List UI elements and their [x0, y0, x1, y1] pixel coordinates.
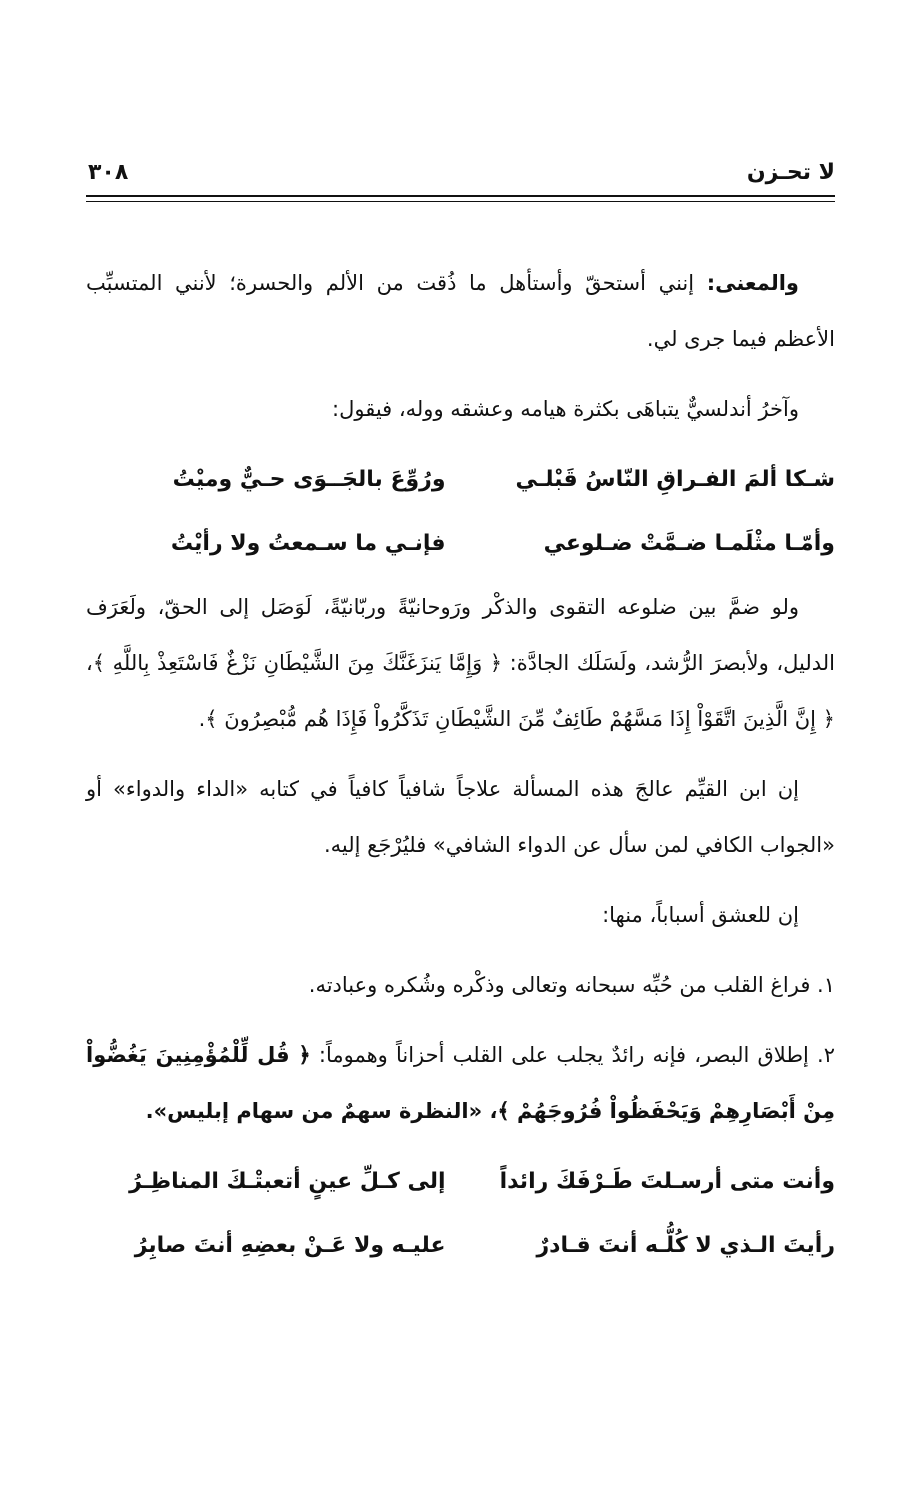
verse-line	[86, 451, 835, 509]
verse-hemistich-first: وأنت متى أرسـلتَ طَـرْفَكَ رائداً	[499, 1169, 835, 1194]
meaning-text: إنني أستحقّ وأستأهل ما ذُقت من الألم والحسرة؛ لأنني المتسبِّب الأعظم فيما جرى لي.	[86, 271, 835, 351]
header-rule-thin	[86, 201, 835, 202]
verse-hemistich-second: فإنـي ما سـمعتُ ولا رأيْتُ	[170, 531, 446, 556]
running-title: لا تحـزن	[746, 160, 835, 185]
list-item-2-quote: ﴿ قُل لِّلْمُؤْمِنِينَ يَغُضُّواْ مِنْ أَبْصَارِهِمْ وَيَحْفَظُواْ فُرُوجَهُمْ ﴾، «النظرة سهمٌ من سهام إبليس».	[86, 1043, 835, 1123]
verse-block-1	[86, 451, 835, 573]
paragraph-andalusian: وآخرُ أندلسيٌّ يتباهَى بكثرة هيامه وعشقه ووله، فيقول:	[332, 397, 799, 421]
meaning-label: والمعنى:	[706, 271, 799, 295]
verse-block-2	[86, 1153, 835, 1275]
paragraph-causes-intro: إن للعشق أسباباً، منها:	[602, 903, 799, 927]
body-text	[86, 255, 835, 1281]
page-header	[88, 160, 835, 186]
verse-line	[86, 515, 835, 573]
verse-hemistich-second: ورُوِّعَ بالجَــوَى حـيٌّ وميْتُ	[172, 467, 446, 492]
list-item-1: ١. فراغ القلب من حُبِّه سبحانه وتعالى وذكْره وشُكره وعبادته.	[308, 973, 835, 997]
verse-hemistich-second: عليـه ولا عَـنْ بعضِهِ أنتَ صابِرُ	[134, 1233, 446, 1258]
list-item-2-text: ٢. إطلاق البصر، فإنه رائدٌ يجلب على القلب أحزاناً وهموماً:	[310, 1043, 835, 1067]
verse-hemistich-first: رأيتَ الـذي لا كُلُّـه أنتَ قـادرٌ	[536, 1233, 835, 1258]
verse-hemistich-second: إلى كـلِّ عينٍ أتعبتْـكَ المناظِـرُ	[129, 1169, 446, 1194]
list-item-2	[86, 1027, 835, 1139]
verse-hemistich-first: وأمّـا مثْلَمـا ضـمَّتْ ضـلوعي	[543, 531, 835, 556]
paragraph-meaning	[86, 255, 835, 367]
verse-line	[86, 1217, 835, 1275]
verse-hemistich-first: شـكا ألمَ الفـراقِ النّاسُ قَبْلـي	[515, 467, 835, 492]
header-rule-thick	[86, 195, 835, 197]
paragraph-ibn-qayyim: إن ابن القيِّم عالجَ هذه المسألة علاجاً شافياً كافياً في كتابه «الداء والدواء» أو «الجواب الكافي لمن سأل عن الدواء الشافي» فليُرْجَع إليه.	[86, 777, 835, 857]
page-number: ٣٠٨	[88, 160, 129, 185]
verse-line	[86, 1153, 835, 1211]
paragraph-taqwa: ولو ضمَّ بين ضلوعه التقوى والذكْر ورَوحانيّةً وربّانيّةً، لَوَصَل إلى الحقّ، ولَعَرَف الدليل، ولأبصرَ الرُّشد، ولَسَلَك الجادَّة: ﴿ وَإِمَّا يَنزَغَنَّكَ مِنَ الشَّيْطَانِ نَزْغٌ فَاسْتَعِذْ بِاللَّهِ ﴾، ﴿ إِنَّ الَّذِينَ اتَّقَوْاْ إِذَا مَسَّهُمْ طَائِفٌ مِّنَ الشَّيْطَانِ تَذَكَّرُواْ فَإِذَا هُم مُّبْصِرُونَ ﴾.	[86, 595, 835, 731]
